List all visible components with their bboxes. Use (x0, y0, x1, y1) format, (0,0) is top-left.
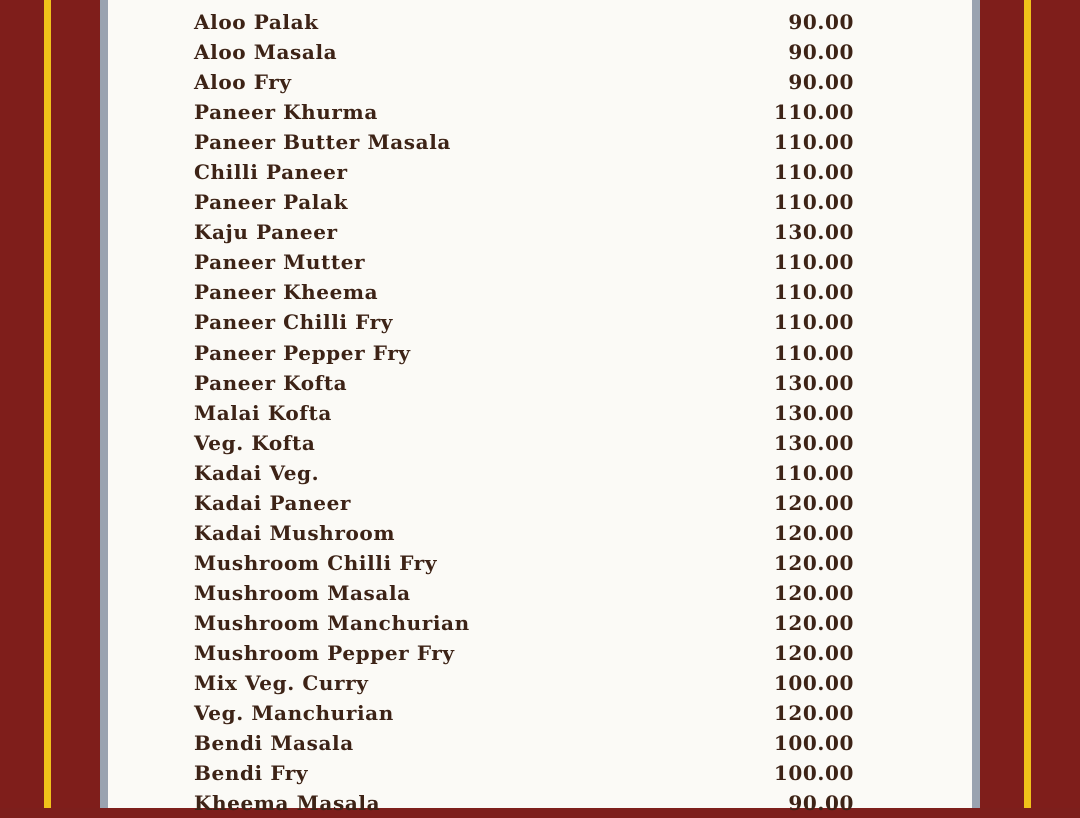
menu-item-name: Paneer Mutter (194, 250, 366, 275)
menu-item (194, 67, 854, 97)
menu-item-name: Kheema Masala (194, 791, 381, 816)
menu-item-price: 110.00 (773, 100, 854, 125)
menu-item (194, 488, 854, 518)
menu-item (194, 247, 854, 277)
menu-item-name: Kadai Veg. (194, 460, 320, 485)
menu-item-price: 100.00 (773, 671, 854, 696)
menu-item (194, 277, 854, 307)
menu-item-name: Paneer Khurma (194, 100, 378, 125)
menu-item-price: 110.00 (773, 160, 854, 185)
menu-item-name: Mushroom Masala (194, 580, 411, 605)
menu-item (194, 728, 854, 758)
menu-item-name: Paneer Chilli Fry (194, 310, 393, 335)
menu-item-name: Paneer Palak (194, 190, 349, 215)
menu-item-name: Kadai Paneer (194, 490, 352, 515)
menu-item-price: 100.00 (773, 731, 854, 756)
menu-item-name: Malai Kofta (194, 400, 332, 425)
menu-item-price: 110.00 (773, 190, 854, 215)
menu-item-name: Bendi Fry (194, 761, 309, 786)
menu-item-price: 100.00 (773, 761, 854, 786)
menu-item (194, 217, 854, 247)
menu-item (194, 37, 854, 67)
menu-item-name: Aloo Palak (194, 10, 319, 34)
menu-item-price: 120.00 (773, 520, 854, 545)
menu-item-price: 90.00 (788, 791, 854, 816)
menu-item-name: Veg. Manchurian (194, 701, 394, 726)
page-edge-left (100, 0, 108, 808)
menu-item-name: Paneer Kofta (194, 370, 348, 395)
menu-item (194, 7, 854, 37)
menu-item (194, 788, 854, 818)
menu-item (194, 458, 854, 488)
menu-item-price: 110.00 (773, 250, 854, 275)
menu-item (194, 368, 854, 398)
menu-item (194, 548, 854, 578)
menu-item-price: 120.00 (773, 490, 854, 515)
menu-list (194, 7, 854, 818)
menu-item (194, 428, 854, 458)
menu-item-price: 130.00 (773, 430, 854, 455)
menu-item-price: 130.00 (773, 400, 854, 425)
menu-item-price: 120.00 (773, 701, 854, 726)
menu-item-price: 90.00 (788, 40, 854, 65)
menu-item-price: 130.00 (773, 220, 854, 245)
menu-item (194, 758, 854, 788)
menu-item-name: Veg. Kofta (194, 430, 316, 455)
menu-item (194, 608, 854, 638)
menu-item (194, 127, 854, 157)
menu-item (194, 578, 854, 608)
gold-stripe-left (44, 0, 51, 808)
menu-item-price: 110.00 (773, 340, 854, 365)
menu-item (194, 398, 854, 428)
menu-item (194, 187, 854, 217)
menu-item-name: Aloo Masala (194, 40, 338, 65)
menu-item (194, 668, 854, 698)
menu-item-name: Kaju Paneer (194, 220, 338, 245)
menu-item-name: Bendi Masala (194, 731, 354, 756)
menu-item-price: 90.00 (788, 10, 854, 34)
menu-item-name: Paneer Pepper Fry (194, 340, 411, 365)
menu-item-name: Paneer Butter Masala (194, 130, 451, 155)
menu-item-name: Paneer Kheema (194, 280, 379, 305)
menu-item-price: 130.00 (773, 370, 854, 395)
menu-item-price: 120.00 (773, 550, 854, 575)
menu-page (108, 0, 972, 816)
gold-stripe-right (1024, 0, 1031, 808)
menu-item-price: 120.00 (773, 610, 854, 635)
menu-item-name: Chilli Paneer (194, 160, 348, 185)
menu-item-price: 120.00 (773, 580, 854, 605)
menu-item (194, 338, 854, 368)
menu-item-name: Mushroom Chilli Fry (194, 550, 438, 575)
menu-item (194, 97, 854, 127)
menu-item-price: 90.00 (788, 70, 854, 95)
menu-item (194, 518, 854, 548)
menu-item-name: Aloo Fry (194, 70, 292, 95)
menu-item (194, 638, 854, 668)
menu-item-price: 110.00 (773, 280, 854, 305)
menu-item-price: 110.00 (773, 460, 854, 485)
menu-item-name: Mix Veg. Curry (194, 671, 369, 696)
menu-item-price: 120.00 (773, 640, 854, 665)
menu-item (194, 698, 854, 728)
menu-item-name: Mushroom Manchurian (194, 610, 470, 635)
menu-item-name: Kadai Mushroom (194, 520, 396, 545)
page-edge-right (972, 0, 980, 808)
menu-item-name: Mushroom Pepper Fry (194, 640, 455, 665)
menu-item (194, 307, 854, 337)
menu-item-price: 110.00 (773, 310, 854, 335)
menu-item (194, 157, 854, 187)
menu-item-price: 110.00 (773, 130, 854, 155)
